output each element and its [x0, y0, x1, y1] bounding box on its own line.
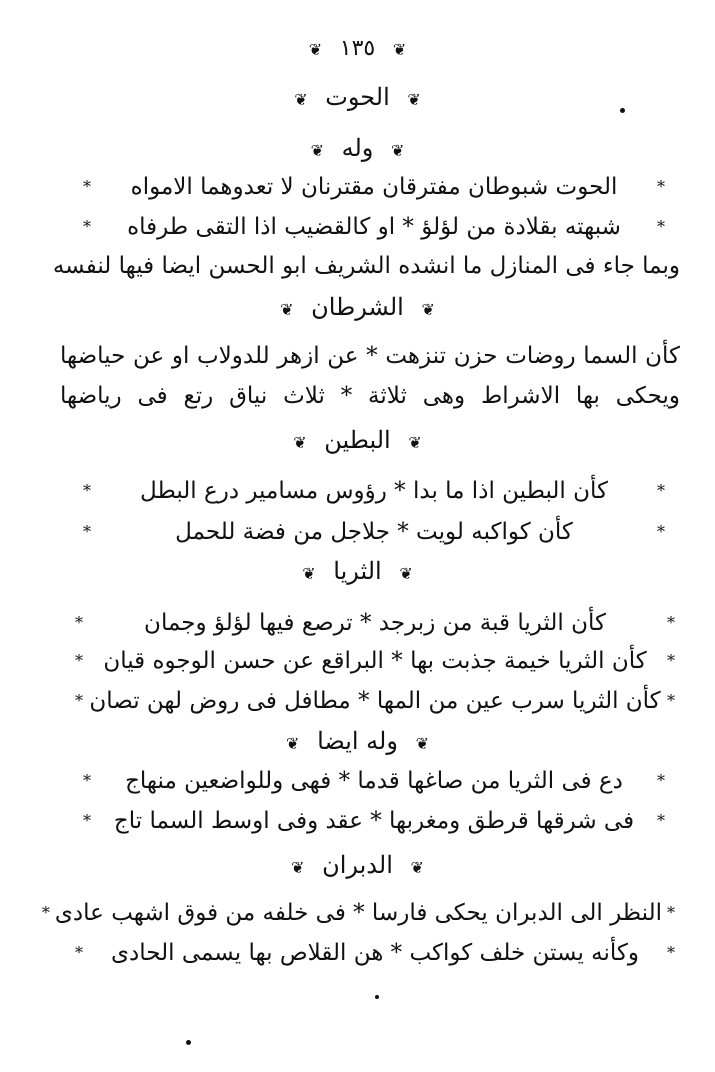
verse-text: كأن كواكبه لويت * جلاجل من فضة للحمل [175, 519, 573, 545]
print-speck [186, 1040, 191, 1045]
ornament-icon: ❦ [294, 90, 308, 109]
verse-text: وكأنه يستن خلف كواكب * هن القلاص بها يسمى الحادى [111, 940, 639, 966]
verse-text: كأن البطين اذا ما بدا * رؤوس مسامير درع البطل [140, 478, 608, 504]
star-marker-icon: * [83, 217, 91, 236]
section-heading-thurayya [0, 556, 715, 589]
verse-line [78, 210, 670, 244]
verse-line [78, 170, 670, 204]
star-marker-icon: * [667, 613, 675, 632]
verse-line [70, 684, 680, 718]
star-marker-icon: * [83, 771, 91, 790]
ornament-icon: ❦ [291, 858, 305, 877]
heading-text: الحوت [325, 83, 390, 111]
heading-text: البطين [324, 426, 391, 454]
print-speck [620, 108, 625, 113]
ornament-icon: ❦ [415, 734, 429, 753]
star-marker-icon: * [657, 217, 665, 236]
ornament-icon: ❦ [280, 300, 294, 319]
section-heading-butain [0, 425, 715, 458]
star-marker-icon: * [657, 522, 665, 541]
verse-line [70, 644, 680, 678]
heading-text: وله ايضا [317, 727, 398, 755]
section-heading-dabaran [0, 850, 715, 883]
ornament-icon: ❦ [391, 141, 405, 160]
verse-line [78, 474, 670, 508]
ornament-icon: ❦ [310, 141, 324, 160]
verse-text: الحوت شبوطان مفترقان مقترنان لا تعدوهما الامواه [130, 174, 618, 200]
ornament-icon: ❦ [399, 564, 413, 583]
print-speck [375, 995, 379, 999]
ornament-icon: ❦ [286, 734, 300, 753]
star-marker-icon: * [657, 481, 665, 500]
verse-line [41, 896, 680, 930]
section-heading-sharatan [0, 292, 715, 325]
ornament-icon: ❦ [410, 858, 424, 877]
star-marker-icon: * [667, 691, 675, 710]
star-marker-icon: * [83, 811, 91, 830]
star-marker-icon: * [657, 811, 665, 830]
prose-line: وبما جاء فى المنازل ما انشده الشريف ابو الحسن ايضا فيها لنفسه [52, 253, 680, 279]
ornament-icon: ❦ [392, 40, 407, 59]
star-marker-icon: * [75, 943, 83, 962]
star-marker-icon: * [657, 771, 665, 790]
verse-text: كأن الثريا سرب عين من المها * مطافل فى روض لهن تصان [89, 688, 661, 714]
verse-text: دع فى الثريا من صاغها قدما * فهى وللواضعين منهاج [125, 768, 623, 794]
page-number-header [0, 32, 715, 65]
star-marker-icon: * [75, 613, 83, 632]
star-marker-icon: * [41, 903, 50, 922]
verse-text: النظر الى الدبران يحكى فارسا * فى خلفه من فوق اشهب عادى [54, 900, 662, 926]
ornament-icon: ❦ [408, 433, 422, 452]
star-marker-icon: * [75, 651, 83, 670]
verse-line [78, 804, 670, 838]
verse-line [70, 606, 680, 640]
star-marker-icon: * [83, 522, 91, 541]
verse-line [78, 764, 670, 798]
verse-line [70, 936, 680, 970]
verse-text: شبهته بقلادة من لؤلؤ * او كالقضيب اذا التقى طرفاه [127, 214, 621, 240]
ornament-icon: ❦ [407, 90, 421, 109]
star-marker-icon: * [83, 177, 91, 196]
ornament-icon: ❦ [293, 433, 307, 452]
verse-text: فى شرقها قرطق ومغربها * عقد وفى اوسط السما تاج [113, 808, 635, 834]
star-marker-icon: * [657, 177, 665, 196]
heading-text: الشرطان [311, 293, 404, 321]
page-number: ١٣٥ [339, 36, 376, 61]
heading-text: الدبران [322, 851, 393, 879]
ornament-icon: ❦ [421, 300, 435, 319]
star-marker-icon: * [667, 651, 675, 670]
section-heading-hut [0, 82, 715, 115]
section-heading-walahu [0, 133, 715, 166]
heading-text: وله [341, 134, 374, 162]
prose-line: ويحكى بها الاشراط وهى ثلاثة * ثلاث نياق رتع فى رياضها [60, 383, 680, 409]
star-marker-icon: * [83, 481, 91, 500]
ornament-icon: ❦ [308, 40, 323, 59]
verse-text: كأن الثريا قبة من زبرجد * ترصع فيها لؤلؤ وجمان [144, 610, 606, 636]
star-marker-icon: * [75, 691, 83, 710]
star-marker-icon: * [667, 943, 675, 962]
star-marker-icon: * [667, 903, 675, 922]
prose-line: كأن السما روضات حزن تنزهت * عن ازهر للدولاب او عن حياضها [60, 343, 680, 369]
verse-line [78, 515, 670, 549]
section-heading-walahu-aydan [0, 726, 715, 759]
heading-text: الثريا [333, 557, 382, 585]
ornament-icon: ❦ [302, 564, 316, 583]
verse-text: كأن الثريا خيمة جذبت بها * البراقع عن حسن الوجوه قيان [103, 648, 647, 674]
